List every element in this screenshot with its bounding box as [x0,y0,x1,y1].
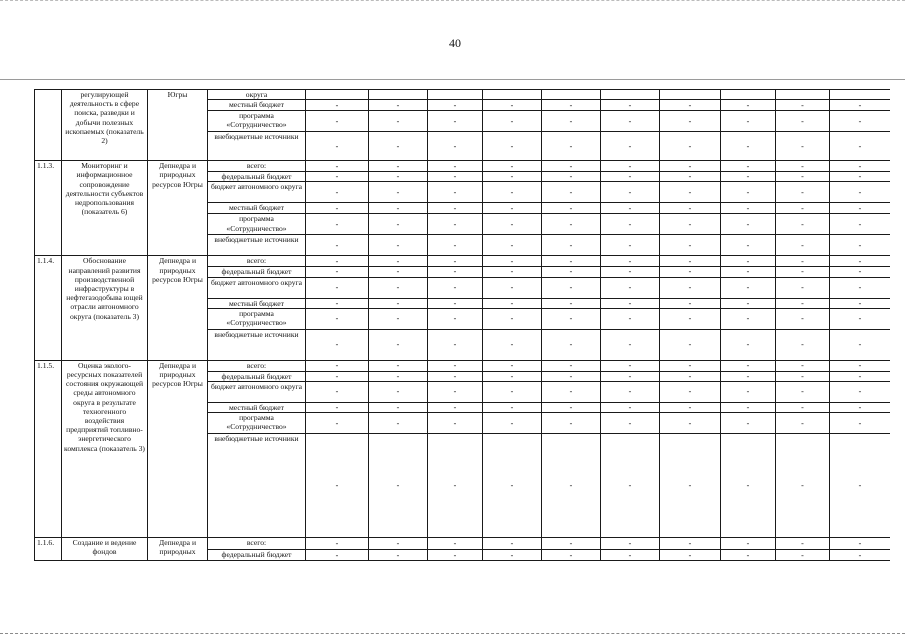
funding-value: - [306,371,369,381]
funding-value: - [428,308,483,329]
funding-value: - [428,329,483,360]
funding-value: - [830,111,891,132]
funding-value: - [369,360,428,371]
funding-value: - [306,434,369,538]
funding-value: - [483,161,542,172]
funding-value: - [369,256,428,267]
funding-value: - [830,550,891,561]
funding-source: внебюджетные источники [208,132,306,161]
funding-value: - [830,235,891,256]
funding-value: - [660,161,721,172]
funding-value: - [369,267,428,277]
funding-value: - [660,550,721,561]
funding-value: - [306,329,369,360]
executor: Югры [148,90,208,161]
funding-value: - [721,413,776,434]
funding-value: - [306,538,369,550]
funding-value: - [601,277,660,298]
scan-top-edge [0,0,905,3]
funding-value: - [306,308,369,329]
funding-source: федеральный бюджет [208,172,306,182]
funding-value: - [660,329,721,360]
funding-value: - [483,100,542,111]
funding-value: - [721,277,776,298]
measure-number: 1.1.5. [35,360,62,537]
funding-value: - [601,550,660,561]
funding-source: внебюджетные источники [208,434,306,538]
funding-value: - [660,371,721,381]
funding-value: - [428,256,483,267]
funding-value: - [830,434,891,538]
funding-value: - [721,434,776,538]
funding-value: - [721,203,776,214]
funding-value [601,90,660,100]
funding-value: - [483,382,542,403]
table-row [35,161,891,172]
funding-value: - [542,235,601,256]
funding-source: внебюджетные источники [208,329,306,360]
measure-name: регулирующей деятельность в сфере поиска, разведки и добычи полезных ископаемых (показатель 2) [62,90,148,161]
funding-value: - [483,434,542,538]
funding-value: - [542,132,601,161]
funding-value: - [306,161,369,172]
funding-value [306,90,369,100]
funding-value: - [776,538,830,550]
funding-value: - [542,371,601,381]
funding-value: - [542,203,601,214]
funding-value: - [542,538,601,550]
funding-value: - [542,267,601,277]
funding-value: - [776,277,830,298]
funding-value: - [721,403,776,413]
funding-value: - [306,182,369,203]
funding-value: - [369,182,428,203]
funding-value [542,90,601,100]
funding-value: - [428,182,483,203]
funding-value: - [542,329,601,360]
funding-value: - [483,538,542,550]
funding-value: - [483,360,542,371]
funding-value: - [776,111,830,132]
funding-value: - [721,111,776,132]
funding-value: - [721,161,776,172]
funding-value: - [306,111,369,132]
funding-value: - [369,382,428,403]
funding-value: - [776,298,830,308]
funding-value: - [830,203,891,214]
funding-value: - [601,360,660,371]
funding-value: - [428,267,483,277]
funding-value: - [721,298,776,308]
funding-value: - [542,413,601,434]
funding-value: - [542,308,601,329]
funding-value: - [369,329,428,360]
funding-value: - [660,413,721,434]
funding-value: - [660,538,721,550]
funding-source: всего: [208,256,306,267]
funding-source: всего: [208,161,306,172]
funding-value: - [601,298,660,308]
funding-value: - [306,403,369,413]
funding-value: - [601,182,660,203]
funding-value: - [830,371,891,381]
executor: Депнедра и природных [148,538,208,561]
table-row [35,256,891,267]
funding-value: - [830,100,891,111]
funding-value: - [830,277,891,298]
funding-value: - [776,371,830,381]
funding-source: местный бюджет [208,203,306,214]
funding-value: - [306,132,369,161]
funding-value: - [721,267,776,277]
funding-value: - [483,235,542,256]
funding-value: - [306,256,369,267]
funding-value: - [721,214,776,235]
funding-value [776,90,830,100]
funding-value: - [306,277,369,298]
funding-value: - [369,203,428,214]
funding-value: - [483,308,542,329]
funding-value: - [601,329,660,360]
page-divider [0,79,905,80]
funding-value: - [660,403,721,413]
funding-value: - [830,214,891,235]
funding-value: - [542,161,601,172]
funding-value: - [776,235,830,256]
funding-value: - [830,329,891,360]
funding-value: - [776,403,830,413]
measure-number: 1.1.4. [35,256,62,360]
funding-value: - [660,308,721,329]
funding-value: - [830,298,891,308]
funding-value: - [542,382,601,403]
budget-table [34,89,890,561]
executor: Депнедра и природных ресурсов Югры [148,360,208,537]
funding-value: - [776,161,830,172]
funding-value: - [776,256,830,267]
table-row [35,360,891,371]
funding-value [428,90,483,100]
funding-value: - [660,298,721,308]
funding-value: - [306,172,369,182]
measure-name: Создание и ведение фондов [62,538,148,561]
funding-value: - [830,308,891,329]
funding-value: - [369,235,428,256]
funding-value: - [601,235,660,256]
funding-value: - [721,100,776,111]
funding-value: - [369,308,428,329]
funding-value: - [369,538,428,550]
funding-value: - [601,256,660,267]
funding-source: бюджет автономного округа [208,277,306,298]
funding-source: бюджет автономного округа [208,182,306,203]
measure-number: 1.1.3. [35,161,62,256]
funding-value: - [721,182,776,203]
funding-value: - [660,214,721,235]
funding-value: - [721,538,776,550]
funding-value: - [660,172,721,182]
funding-value: - [483,214,542,235]
funding-source: местный бюджет [208,100,306,111]
funding-value: - [369,403,428,413]
funding-value: - [830,403,891,413]
funding-value: - [542,111,601,132]
funding-value: - [542,172,601,182]
funding-value: - [483,267,542,277]
funding-value: - [428,132,483,161]
funding-source: федеральный бюджет [208,371,306,381]
funding-source: программа «Сотрудничество» [208,308,306,329]
executor: Депнедра и природных ресурсов Югры [148,161,208,256]
funding-source: местный бюджет [208,403,306,413]
funding-value: - [776,413,830,434]
funding-value: - [601,382,660,403]
funding-value: - [601,161,660,172]
funding-value: - [830,172,891,182]
funding-value: - [601,214,660,235]
funding-value: - [369,132,428,161]
funding-value [369,90,428,100]
funding-value: - [483,132,542,161]
funding-value: - [721,371,776,381]
funding-value: - [601,538,660,550]
funding-value: - [776,172,830,182]
funding-value: - [369,161,428,172]
funding-source: всего: [208,360,306,371]
funding-value: - [601,403,660,413]
funding-value: - [660,277,721,298]
funding-value: - [830,256,891,267]
funding-value [483,90,542,100]
funding-value: - [721,382,776,403]
funding-value: - [483,371,542,381]
funding-value: - [660,132,721,161]
funding-value: - [428,434,483,538]
funding-value: - [428,100,483,111]
funding-source: округа [208,90,306,100]
funding-value: - [369,214,428,235]
funding-value: - [306,360,369,371]
funding-value: - [601,434,660,538]
funding-value: - [428,161,483,172]
funding-value: - [369,550,428,561]
funding-value: - [542,298,601,308]
funding-source: программа «Сотрудничество» [208,413,306,434]
funding-value: - [483,298,542,308]
table-row [35,538,891,550]
executor: Депнедра и природных ресурсов Югры [148,256,208,360]
funding-value [721,90,776,100]
funding-source: всего: [208,538,306,550]
funding-value: - [776,550,830,561]
funding-value: - [306,203,369,214]
funding-value: - [721,172,776,182]
funding-value: - [830,132,891,161]
funding-value: - [483,403,542,413]
funding-value: - [428,371,483,381]
funding-value [660,90,721,100]
funding-value: - [830,360,891,371]
funding-value: - [306,298,369,308]
funding-value [830,90,891,100]
funding-value: - [601,100,660,111]
funding-value: - [306,382,369,403]
funding-value: - [776,360,830,371]
funding-value: - [660,111,721,132]
funding-value: - [660,203,721,214]
funding-value: - [483,256,542,267]
funding-value: - [660,182,721,203]
funding-value: - [660,360,721,371]
funding-value: - [428,214,483,235]
funding-value: - [428,382,483,403]
funding-value: - [542,182,601,203]
measure-number [35,90,62,161]
funding-value: - [601,172,660,182]
table-row [35,90,891,100]
funding-value: - [830,182,891,203]
funding-value: - [428,360,483,371]
funding-value: - [369,434,428,538]
funding-value: - [428,538,483,550]
funding-value: - [776,182,830,203]
funding-value: - [542,403,601,413]
funding-value: - [369,413,428,434]
funding-value: - [830,413,891,434]
funding-value: - [776,214,830,235]
funding-value: - [483,182,542,203]
funding-value: - [776,434,830,538]
measure-name: Оценка эколого-ресурсных показателей состояния окружающей среды автономного округа в результате техногенного воздействия предприятий топливно-энергетического комплекса (показатель 3) [62,360,148,537]
funding-value: - [369,298,428,308]
funding-value: - [483,277,542,298]
measure-name: Обоснование направлений развития производственной инфраструктуры в нефтегазодобыва ющей отрасли автономного округа (показатель 3) [62,256,148,360]
funding-value: - [660,434,721,538]
funding-value: - [369,111,428,132]
funding-value: - [776,132,830,161]
funding-value: - [721,360,776,371]
funding-value: - [369,172,428,182]
funding-value: - [306,214,369,235]
funding-value: - [721,256,776,267]
funding-value: - [483,203,542,214]
funding-value: - [428,550,483,561]
funding-value: - [660,235,721,256]
funding-source: федеральный бюджет [208,267,306,277]
funding-value: - [601,413,660,434]
funding-value: - [428,277,483,298]
funding-value: - [306,267,369,277]
funding-value: - [776,382,830,403]
funding-value: - [542,360,601,371]
funding-value: - [428,172,483,182]
funding-value: - [830,382,891,403]
funding-source: бюджет автономного округа [208,382,306,403]
funding-value: - [428,298,483,308]
funding-source: программа «Сотрудничество» [208,214,306,235]
funding-value: - [428,203,483,214]
funding-value: - [721,308,776,329]
funding-value: - [306,413,369,434]
funding-value: - [601,371,660,381]
funding-value: - [601,267,660,277]
funding-value: - [542,100,601,111]
funding-source: федеральный бюджет [208,550,306,561]
funding-value: - [428,111,483,132]
funding-value: - [428,403,483,413]
funding-value: - [542,256,601,267]
funding-value: - [306,550,369,561]
funding-value: - [428,413,483,434]
funding-value: - [483,550,542,561]
measure-name: Мониторинг и информационное сопровождение деятельности субъектов недропользования (показатель 6) [62,161,148,256]
funding-value: - [601,203,660,214]
funding-value: - [660,256,721,267]
funding-value: - [601,132,660,161]
funding-source: программа «Сотрудничество» [208,111,306,132]
funding-value: - [776,308,830,329]
funding-value: - [660,100,721,111]
funding-value: - [483,329,542,360]
funding-value: - [601,111,660,132]
funding-value: - [369,277,428,298]
funding-value: - [830,538,891,550]
page-number: 40 [449,36,461,50]
funding-value: - [306,235,369,256]
funding-value: - [830,161,891,172]
funding-value: - [660,267,721,277]
funding-value: - [776,329,830,360]
funding-value: - [830,267,891,277]
funding-value: - [776,203,830,214]
funding-value: - [306,100,369,111]
funding-source: местный бюджет [208,298,306,308]
funding-value: - [542,277,601,298]
budget-table-container [34,89,890,581]
funding-value: - [601,308,660,329]
funding-value: - [542,434,601,538]
funding-value: - [483,172,542,182]
funding-value: - [776,267,830,277]
funding-value: - [776,100,830,111]
funding-value: - [483,111,542,132]
funding-value: - [721,235,776,256]
funding-value: - [660,382,721,403]
funding-value: - [428,235,483,256]
funding-source: внебюджетные источники [208,235,306,256]
funding-value: - [721,329,776,360]
funding-value: - [542,550,601,561]
funding-value: - [369,100,428,111]
funding-value: - [483,413,542,434]
funding-value: - [721,550,776,561]
funding-value: - [542,214,601,235]
scan-bottom-edge [0,633,905,634]
funding-value: - [369,371,428,381]
funding-value: - [721,132,776,161]
measure-number: 1.1.6. [35,538,62,561]
